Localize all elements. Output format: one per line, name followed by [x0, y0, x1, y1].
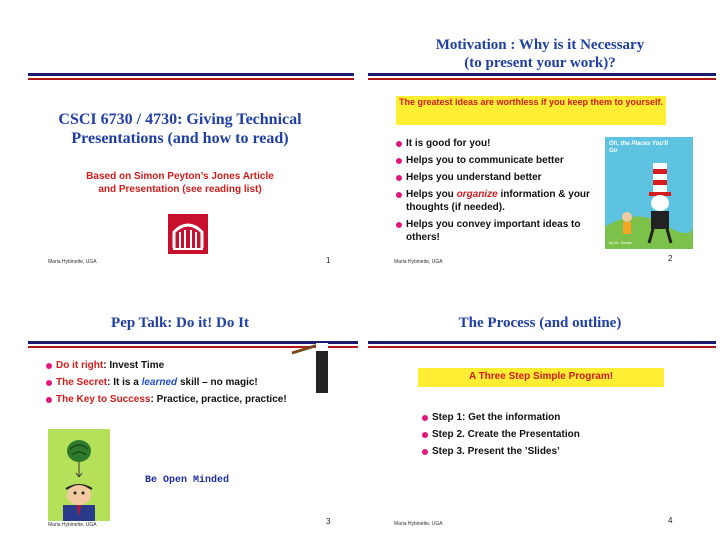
slide-1-title-line-1: CSCI 6730 / 4730: Giving Technical [58, 111, 302, 128]
slide-1-title-line-2: Presentations (and how to read) [71, 130, 289, 147]
slide-4-bullet: Step 1: Get the information [422, 411, 662, 424]
slide-2-rule-bottom [368, 78, 716, 80]
uga-logo [168, 214, 208, 254]
slide-3-bullet-lead: The Key to Success [56, 394, 151, 405]
slide-3-bullet [46, 359, 316, 372]
slide-3-bullet-text: : Practice, practice, practice! [150, 394, 287, 405]
slide-3-bullet-lead: The Secret [56, 377, 108, 388]
slide-4 [360, 279, 720, 557]
slide-1-subtitle-line-1: Based on Simon Peyton’s Jones Article [86, 171, 274, 182]
slide-1-title [20, 110, 340, 148]
slide-1-subtitle [20, 170, 340, 196]
slide-3-bullet-text: skill – no magic! [177, 377, 258, 388]
slide-2-bullet: Helps you understand better [396, 171, 606, 184]
book-title: Oh, the Places You'll Go [609, 141, 668, 154]
book-cover-image [605, 137, 693, 249]
slide-1-rule-top [28, 73, 354, 76]
slide-2-bullets [396, 137, 606, 248]
slide-2-title-line-2: (to present your work)? [464, 55, 616, 71]
slide-4-page-number: 4 [668, 516, 673, 525]
slide-3 [0, 279, 360, 557]
book-author: by Dr. Seuss [609, 240, 632, 245]
arch-icon [168, 214, 208, 254]
slide-3-bullets [46, 359, 316, 410]
slide-4-title: The Process (and outline) [458, 315, 622, 331]
slide-3-bullet-lead: Do it right [56, 360, 104, 371]
wand-icon [290, 339, 330, 395]
slide-4-footer: Maria Hybinette, UGA [394, 521, 443, 527]
slide-3-bullet-text: : It is a [107, 377, 142, 388]
slide-2-rule-top [368, 73, 716, 76]
slide-3-title: Pep Talk: Do it! Do It [111, 315, 249, 331]
slide-2-bullet: Helps you to communicate better [396, 154, 606, 167]
slide-3-bullet-text: : Invest Time [103, 360, 165, 371]
slide-2-bullet: It is good for you! [396, 137, 606, 150]
slide-4-rule-top [368, 341, 716, 344]
slide-2-title [380, 36, 700, 72]
slide-3-bullet [46, 393, 316, 406]
slide-3-page-number: 3 [326, 517, 331, 526]
slide-1-rule-bottom [28, 78, 354, 80]
open-mind-image [48, 429, 110, 521]
magic-wand-image [290, 339, 330, 395]
slide-2-page-number: 2 [668, 254, 673, 263]
slide-3-bullet [46, 376, 316, 389]
slide-2-title-line-1: Motivation : Why is it Necessary [435, 37, 645, 53]
slide-1-footer: Maria Hybinette, UGA [48, 259, 97, 265]
slide-1-page-number: 1 [326, 256, 331, 265]
slide-4-bullet: Step 3. Present the ’Slides’ [422, 445, 662, 458]
slide-2-bullet-text: Helps you [406, 189, 454, 200]
slide-3-footer: Maria Hybinette, UGA [48, 522, 97, 528]
slide-1 [0, 0, 360, 278]
slide-2-callout: The greatest ideas are worthless if you keep them to yourself. [396, 96, 666, 125]
slide-2-bullet [396, 188, 606, 214]
open-head-icon [48, 429, 110, 521]
slide-2 [360, 0, 720, 278]
slide-4-rule-bottom [368, 346, 716, 348]
slide-4-callout: A Three Step Simple Program! [418, 368, 664, 387]
be-open-minded-quote: Be Open Minded [145, 475, 230, 486]
slide-4-bullets [422, 411, 662, 462]
slide-1-subtitle-line-2: and Presentation (see reading list) [98, 184, 262, 195]
slide-2-bullet-emphasis: organize [456, 189, 498, 200]
slide-2-bullet-text: information & your thoughts (if needed). [406, 189, 590, 213]
slide-2-bullet: Helps you convey important ideas to others! [396, 218, 606, 244]
slide-4-bullet: Step 2. Create the Presentation [422, 428, 662, 441]
slide-2-footer: Maria Hybinette, UGA [394, 259, 443, 265]
slide-3-bullet-emphasis: learned [141, 377, 178, 388]
